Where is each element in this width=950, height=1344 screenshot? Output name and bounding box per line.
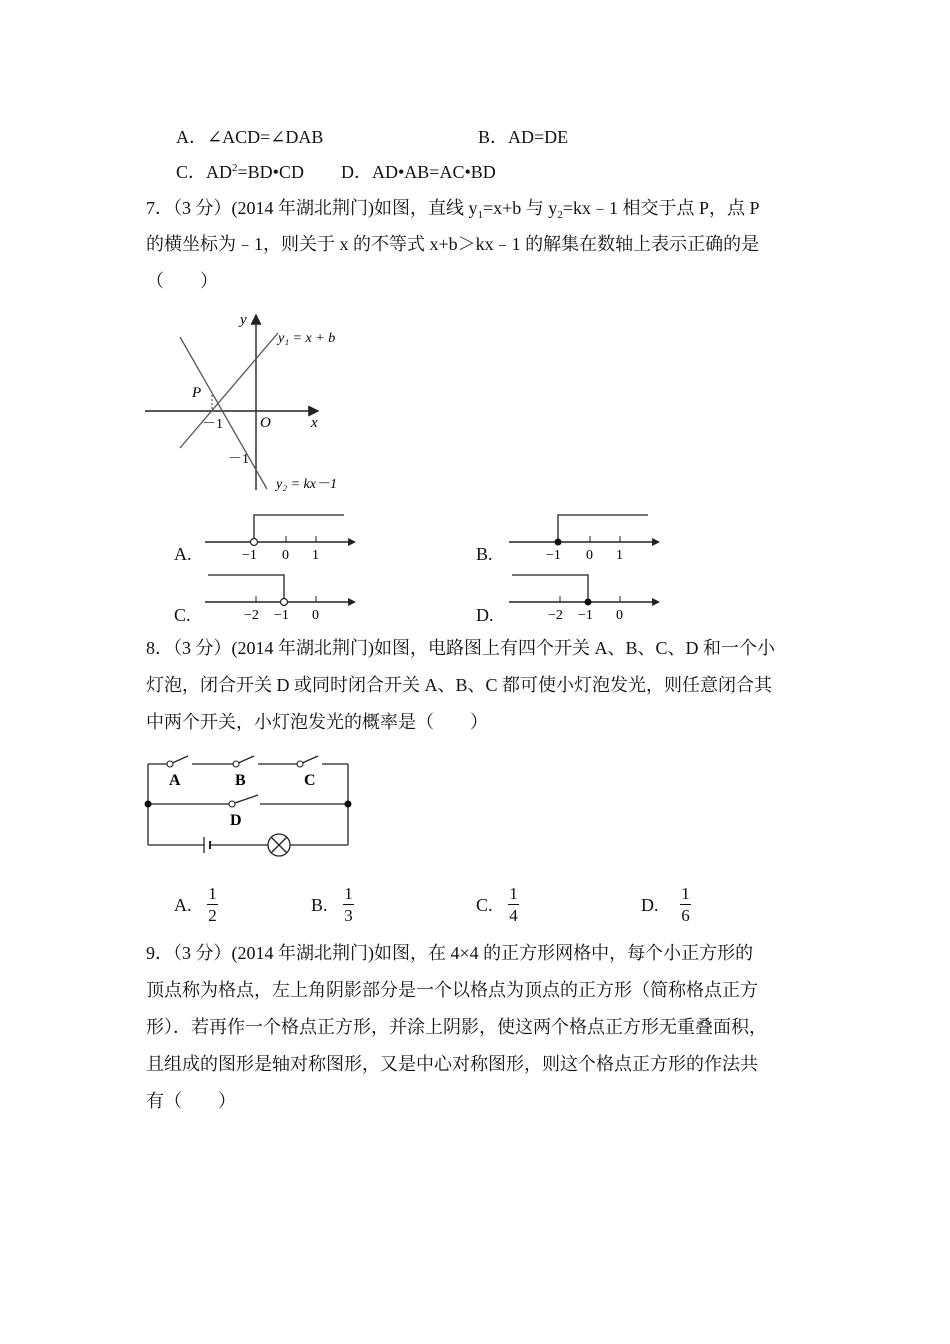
q7-stem-line2: 的横坐标为﹣1，则关于 x 的不等式 x+b＞kx﹣1 的解集在数轴上表示正确的是 (146, 234, 760, 254)
q7-option-a-numberline (200, 510, 360, 565)
point-p-label: P (192, 385, 202, 401)
q7-option-c-numberline (200, 570, 360, 625)
x-axis-label: x (311, 415, 318, 431)
closed-endpoint (555, 539, 562, 546)
q8-stem-line1: 8．（3 分）(2014 年湖北荆门)如图，电路图上有四个开关 A、B、C、D 和一个小 (146, 638, 775, 658)
q9-stem-line3: 形）．若再作一个格点正方形，并涂上阴影，使这两个格点正方形无重叠面积， (146, 1017, 767, 1037)
switch-d-label: D (230, 812, 242, 829)
q8-option-b-fraction: 1 3 (344, 884, 353, 925)
q8-stem-line3: 中两个开关，小灯泡发光的概率是（ ） (146, 712, 488, 732)
q6-option-a: A．∠ACD=∠DAB (176, 127, 324, 147)
q8-option-c-letter: C. (476, 895, 493, 915)
y-tick-label: －1 (228, 452, 249, 467)
origin-label: O (260, 415, 271, 431)
line-y1-label: y₁ = x + b (278, 331, 336, 346)
q7-option-c-letter: C. (174, 605, 191, 625)
tick-label: −2 (548, 608, 563, 623)
q7-option-b-numberline (504, 510, 664, 565)
tick-label: −1 (546, 548, 561, 563)
tick-label: 1 (312, 548, 319, 563)
open-endpoint (251, 539, 258, 546)
q7-option-d-letter: D. (476, 605, 494, 625)
open-endpoint (281, 599, 288, 606)
q8-option-c-fraction: 1 4 (509, 884, 518, 925)
q6-option-b: B．AD=DE (478, 127, 569, 147)
line-y2-label: y₂ = kx－1 (276, 477, 337, 492)
tick-label: 0 (586, 548, 593, 563)
x-tick-label: －1 (202, 417, 223, 432)
q9-stem-line2: 顶点称为格点，左上角阴影部分是一个以格点为顶点的正方形（简称格点正方 (146, 980, 758, 1000)
switch-c-label: C (304, 772, 316, 789)
q7-option-b-letter: B. (476, 544, 493, 564)
tick-label: −2 (244, 608, 259, 623)
q6-option-d: D．AD•AB=AC•BD (341, 162, 496, 182)
tick-label: 0 (282, 548, 289, 563)
q9-stem-line1: 9．（3 分）(2014 年湖北荆门)如图，在 4×4 的正方形网格中，每个小正方形的 (146, 943, 754, 963)
q7-option-a-letter: A. (174, 544, 192, 564)
tick-label: −1 (242, 548, 257, 563)
tick-label: −1 (578, 608, 593, 623)
q7-option-d-numberline (504, 570, 664, 625)
q9-stem-line5: 有（ ） (146, 1091, 236, 1111)
switch-b-label: B (235, 772, 246, 789)
tick-label: 0 (312, 608, 319, 623)
q7-stem-line1: 7．（3 分）(2014 年湖北荆门)如图，直线 $y_1=x+b$ 与 $y_2=kx﹣1$ 相交于点 P，点 P (146, 198, 760, 221)
q8-option-d-fraction: 1 6 (681, 884, 690, 925)
q8-circuit-diagram (140, 752, 360, 857)
tick-label: 0 (616, 608, 623, 623)
tick-label: 1 (616, 548, 623, 563)
switch-a-label: A (169, 772, 181, 789)
q7-graph (140, 305, 370, 500)
q9-stem-line4: 且组成的图形是轴对称图形，又是中心对称图形，则这个格点正方形的作法共 (146, 1054, 758, 1074)
q8-option-d-letter: D. (641, 895, 659, 915)
y-axis-label: y (240, 312, 247, 328)
q8-stem-line2: 灯泡，闭合开关 D 或同时闭合开关 A、B、C 都可使小灯泡发光，则任意闭合其 (146, 675, 773, 695)
tick-label: −1 (274, 608, 289, 623)
closed-endpoint (585, 599, 592, 606)
q7-stem-line3: （ ） (146, 271, 218, 291)
line-y2 (180, 337, 267, 489)
q6-option-c: C．$AD^2=BD•CD$ (176, 162, 304, 182)
q8-option-b-letter: B. (311, 895, 328, 915)
q8-option-a-letter: A. (174, 895, 192, 915)
q8-option-a-fraction: 1 2 (208, 884, 217, 925)
